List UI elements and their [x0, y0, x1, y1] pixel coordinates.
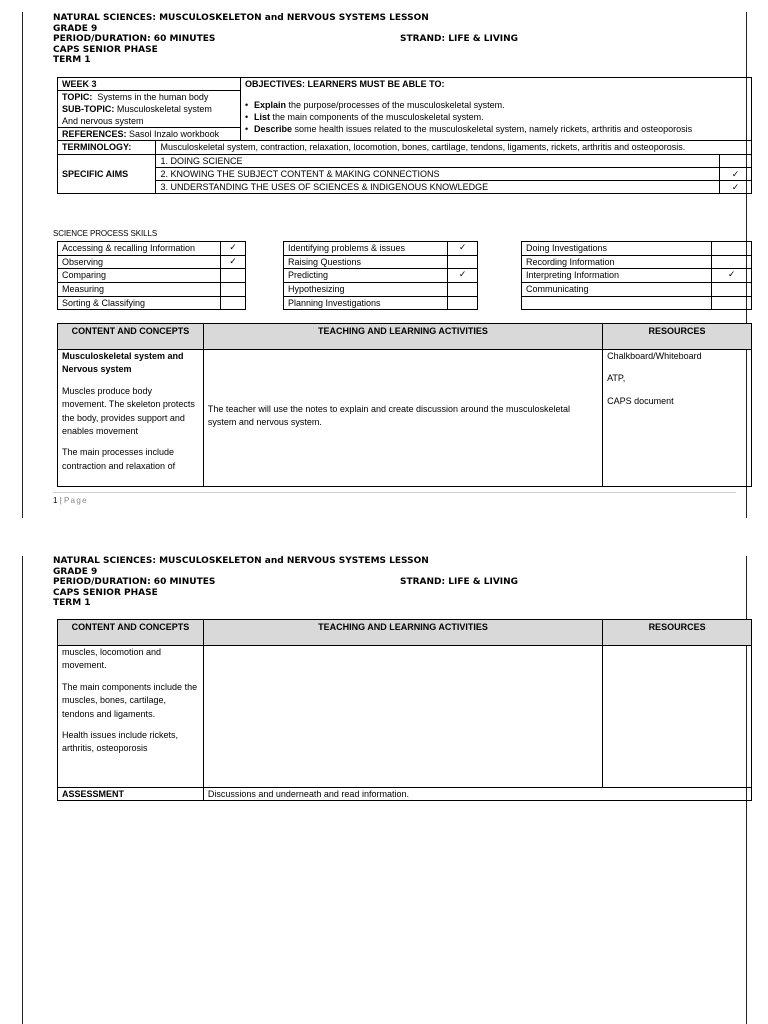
header-strand: STRAND: LIFE & LIVING — [400, 34, 519, 44]
subtopic-label: SUB-TOPIC: — [62, 104, 115, 114]
subtopic-cell-2 — [58, 115, 241, 128]
header-term: TERM 1 — [53, 598, 91, 608]
assessment-label: ASSESSMENT — [58, 788, 204, 801]
objective-text: the purpose/processes of the musculoskeletal system. — [285, 100, 505, 110]
skill-label: Hypothesizing — [284, 283, 448, 297]
footer-rule — [53, 492, 736, 493]
references-value: Sasol Inzalo workbook — [129, 129, 220, 139]
skill-check — [448, 283, 478, 297]
activity-text: The teacher will use the notes to explain and create discussion around the musculoskeletal system and nervous system. — [207, 403, 571, 427]
content-paragraph: The main components include the muscles, bones, cartilage, tendons and ligaments. — [62, 681, 198, 719]
topic-cell — [58, 91, 241, 104]
content-paragraph: Muscles produce body movement. The skeleton protects the body, provides support and enables movement — [62, 385, 195, 437]
objective-verb: List — [253, 112, 270, 122]
skill-check — [221, 269, 246, 283]
page1-left-border — [22, 12, 23, 518]
resource-item: Chalkboard/Whiteboard — [607, 351, 702, 361]
header-strand: STRAND: LIFE & LIVING — [400, 577, 519, 587]
skill-label: Interpreting Information — [522, 269, 712, 283]
content-concepts-header: CONTENT AND CONCEPTS — [58, 620, 204, 646]
aim-row: 1. DOING SCIENCE — [156, 155, 720, 168]
skill-label: Raising Questions — [284, 255, 448, 269]
content-paragraph: muscles, locomotion and movement. — [62, 647, 162, 671]
topic-label: TOPIC: — [62, 92, 93, 102]
skill-check — [448, 255, 478, 269]
skill-label: Identifying problems & issues — [284, 242, 448, 256]
topic-value: Systems in the human body — [97, 92, 209, 102]
aim-check — [720, 155, 752, 168]
skill-check — [448, 296, 478, 310]
header-period: PERIOD/DURATION: 60 MINUTES — [53, 34, 216, 44]
skill-check — [712, 283, 752, 297]
subtopic-value-2: And nervous system — [62, 116, 144, 126]
skill-check — [712, 255, 752, 269]
specific-aims-label: SPECIFIC AIMS — [58, 155, 156, 194]
page-word: Page — [64, 496, 88, 505]
skill-label: Accessing & recalling Information — [58, 242, 221, 256]
skill-label — [522, 296, 712, 310]
content-title: Musculoskeletal system and Nervous system — [62, 351, 184, 375]
aim-row: 3. UNDERSTANDING THE USES OF SCIENCES & INDIGENOUS KNOWLEDGE — [156, 181, 720, 194]
objectives-title: OBJECTIVES: LEARNERS MUST BE ABLE TO: — [244, 79, 445, 89]
content-concepts-cell — [58, 646, 204, 788]
skill-label: Doing Investigations — [522, 242, 712, 256]
page2-header — [53, 556, 519, 609]
skill-check: ✓ — [448, 242, 478, 256]
skills-table-1 — [57, 241, 246, 310]
header-period-row — [53, 577, 519, 588]
content-paragraph: Health issues include rickets, arthritis, osteoporosis — [62, 730, 179, 754]
skill-check: ✓ — [221, 255, 246, 269]
teaching-activities-header: TEACHING AND LEARNING ACTIVITIES — [203, 620, 602, 646]
content-paragraph: The main processes include contraction and relaxation of — [62, 447, 176, 471]
page-footer — [53, 496, 88, 505]
page2-left-border — [22, 556, 23, 1024]
resource-item: ATP, — [607, 373, 626, 384]
skill-label: Sorting & Classifying — [58, 296, 221, 310]
header-period: PERIOD/DURATION: 60 MINUTES — [53, 577, 216, 587]
objectives-list — [245, 99, 747, 135]
header-title: NATURAL SCIENCES: MUSCULOSKELETON and NERVOUS SYSTEMS LESSON — [53, 556, 429, 566]
objective-text: some health issues related to the musculoskeletal system, namely rickets, arthritis and osteoporosis — [292, 124, 693, 134]
subtopic-value: Musculoskeletal system — [116, 104, 212, 114]
skill-label: Observing — [58, 255, 221, 269]
skill-label: Communicating — [522, 283, 712, 297]
skill-label: Recording Information — [522, 255, 712, 269]
references-label: REFERENCES: — [62, 129, 127, 139]
header-period-row — [53, 34, 519, 45]
teaching-activities-cell — [203, 646, 602, 788]
skill-check — [221, 283, 246, 297]
header-grade: GRADE 9 — [53, 23, 98, 34]
resources-header: RESOURCES — [603, 620, 752, 646]
footer-separator: | — [59, 496, 62, 505]
objective-item — [245, 111, 747, 123]
header-phase: CAPS SENIOR PHASE — [53, 587, 158, 598]
lesson-overview-table — [57, 77, 752, 194]
skill-check — [712, 296, 752, 310]
terminology-label: TERMINOLOGY: — [58, 141, 156, 155]
resources-cell — [603, 646, 752, 788]
assessment-value: Discussions and underneath and read information. — [203, 788, 751, 801]
resource-item: CAPS document — [607, 395, 674, 406]
header-title: NATURAL SCIENCES: MUSCULOSKELETON and NERVOUS SYSTEMS LESSON — [53, 13, 429, 23]
terminology-value: Musculoskeletal system, contraction, relaxation, locomotion, bones, cartilage, tendons, ligaments, rickets, arthritis and osteoporosis. — [156, 141, 752, 155]
skill-check — [712, 242, 752, 256]
skill-check: ✓ — [712, 269, 752, 283]
content-concepts-cell — [58, 350, 204, 487]
objective-verb: Describe — [253, 124, 292, 134]
objective-item — [245, 123, 747, 135]
objective-item — [245, 99, 747, 111]
page1-header — [53, 13, 519, 66]
skill-label: Measuring — [58, 283, 221, 297]
objective-verb: Explain — [253, 100, 286, 110]
skill-label: Comparing — [58, 269, 221, 283]
aim-row: 2. KNOWING THE SUBJECT CONTENT & MAKING CONNECTIONS — [156, 168, 720, 181]
content-table-page2 — [57, 619, 752, 801]
content-concepts-header: CONTENT AND CONCEPTS — [58, 324, 204, 350]
resources-header: RESOURCES — [603, 324, 752, 350]
header-grade: GRADE 9 — [53, 566, 98, 577]
week-cell: WEEK 3 — [58, 78, 241, 91]
skill-label: Predicting — [284, 269, 448, 283]
objectives-cell — [240, 78, 751, 141]
skill-label: Planning Investigations — [284, 296, 448, 310]
aim-check: ✓ — [720, 168, 752, 181]
skills-table-3 — [521, 241, 752, 310]
references-cell — [58, 128, 241, 141]
science-process-skills-title: SCIENCE PROCESS SKILLS — [53, 229, 158, 238]
teaching-activities-header: TEACHING AND LEARNING ACTIVITIES — [203, 324, 602, 350]
resources-cell — [603, 350, 752, 487]
header-term: TERM 1 — [53, 55, 91, 65]
skill-check — [221, 296, 246, 310]
skill-check: ✓ — [448, 269, 478, 283]
page-number: 1 — [53, 496, 58, 505]
skill-check: ✓ — [221, 242, 246, 256]
subtopic-cell — [58, 103, 241, 115]
teaching-activities-cell — [203, 350, 602, 487]
objective-text: the main components of the musculoskeletal system. — [269, 112, 484, 122]
aim-check: ✓ — [720, 181, 752, 194]
content-table-page1 — [57, 323, 752, 487]
header-phase: CAPS SENIOR PHASE — [53, 44, 158, 55]
skills-table-2 — [283, 241, 478, 310]
